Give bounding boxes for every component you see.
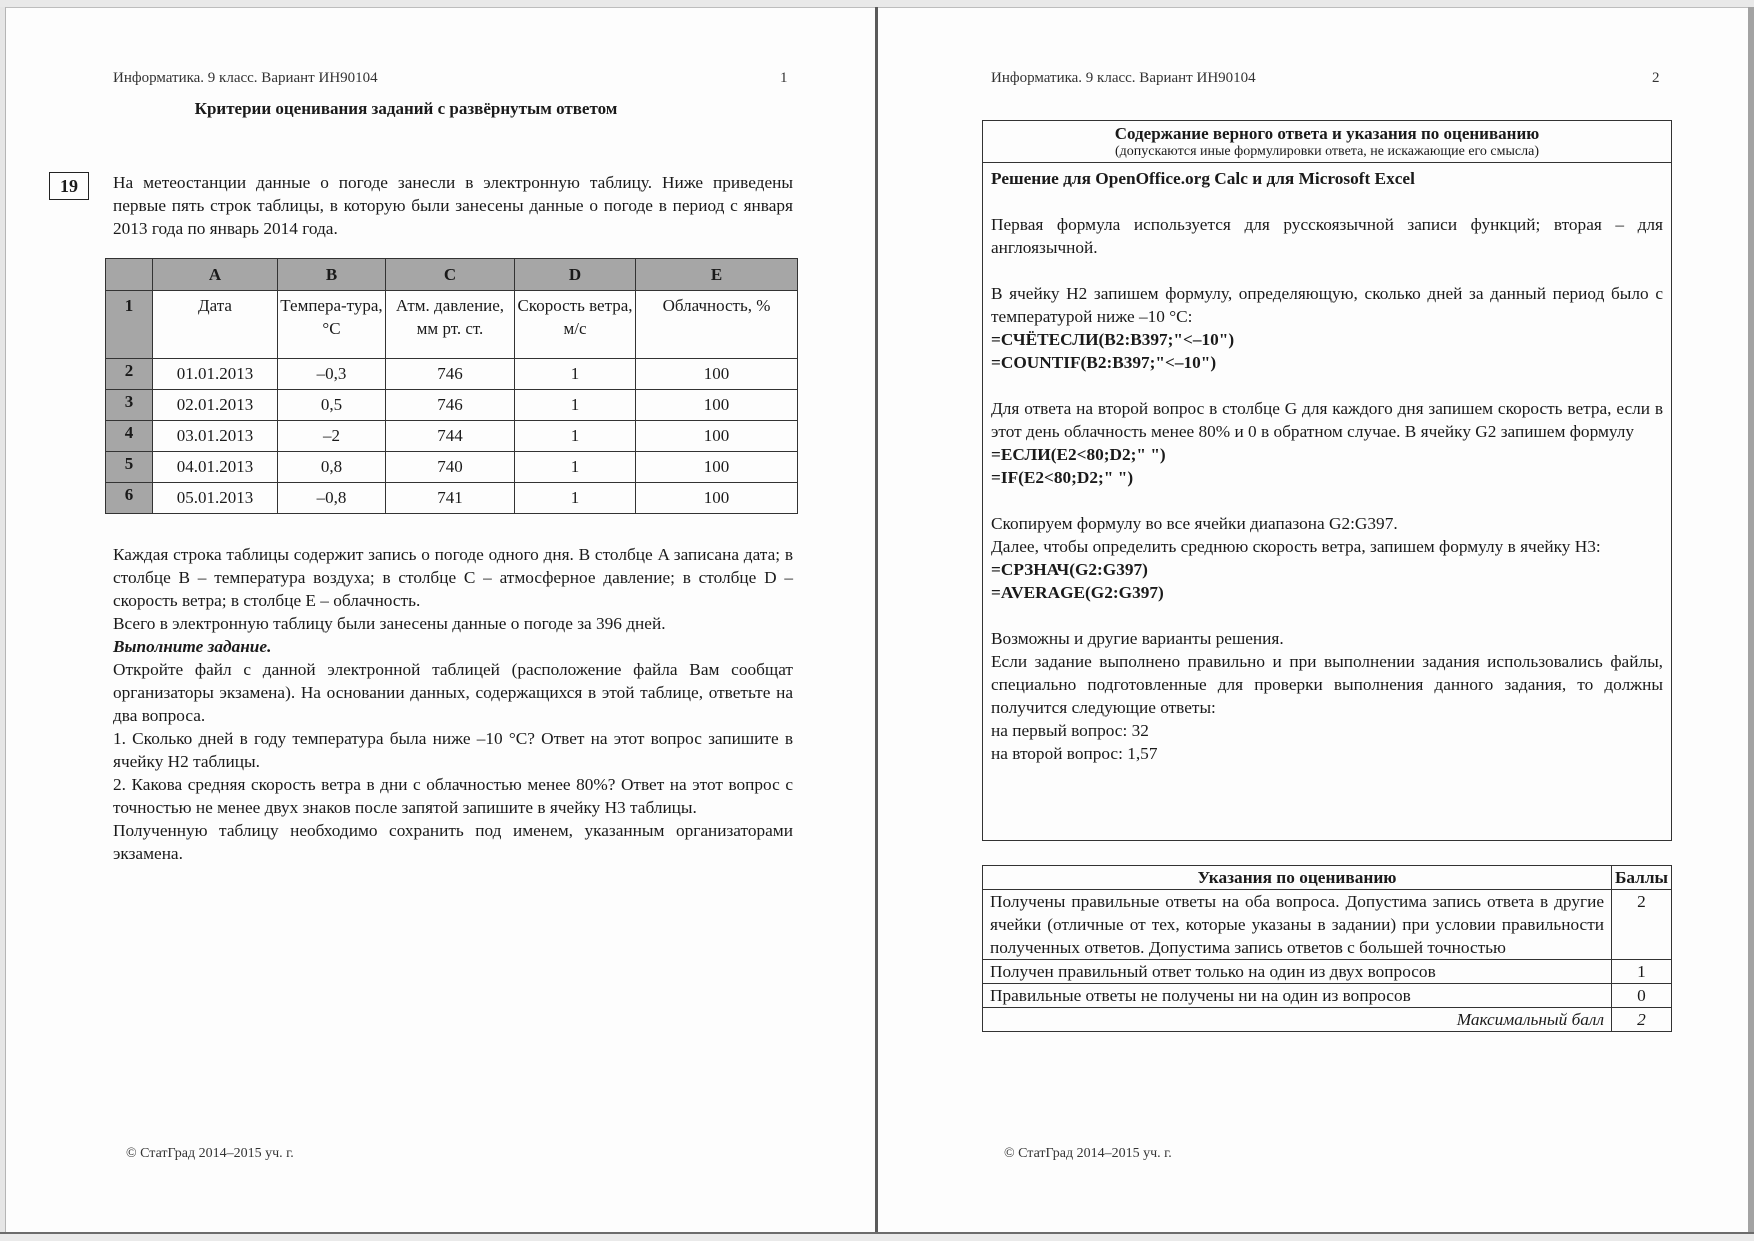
running-head: Информатика. 9 класс. Вариант ИН90104	[113, 70, 378, 86]
table-row	[106, 421, 798, 452]
table-cell: 1	[515, 359, 636, 390]
row-header: 3	[106, 390, 153, 421]
answer-box-header	[983, 121, 1671, 163]
row-header: 1	[106, 291, 153, 359]
table-row	[106, 291, 798, 359]
table-cell: Темпера-тура, °C	[278, 291, 386, 359]
column-header-d: D	[515, 259, 636, 291]
table-cell: 746	[386, 390, 515, 421]
solution-heading: Решение для OpenOffice.org Calc и для Microsoft Excel	[991, 169, 1415, 188]
table-cell: 744	[386, 421, 515, 452]
answer-box-subtitle: (допускаются иные формулировки ответа, не искажающие его смысла)	[1115, 144, 1539, 159]
answer-paragraph: Для ответа на второй вопрос в столбце G для каждого дня запишем скорость ветра, если в этот день облачность менее 80% и 0 в обратном случае. В ячейку G2 запишем формулу	[991, 399, 1663, 441]
total-days-note: Всего в электронную таблицу были занесены данные о погоде за 396 дней.	[113, 614, 666, 633]
row-header: 4	[106, 421, 153, 452]
row-header: 6	[106, 483, 153, 514]
answer-paragraph: Возможны и другие варианты решения.	[991, 629, 1284, 648]
table-cell: Дата	[153, 291, 278, 359]
task-intro: На метеостанции данные о погоде занесли в электронную таблицу. Ниже приведены первые пять строк таблицы, в которую были занесены данные о погоде в период с января 2013 года по январь 2014 года.	[113, 173, 793, 238]
page-2	[878, 7, 1748, 1232]
table-row	[106, 359, 798, 390]
points-cell: 1	[1612, 960, 1672, 984]
answer-box	[982, 120, 1672, 841]
table-cell: Скорость ветра, м/с	[515, 291, 636, 359]
task-body	[113, 543, 793, 865]
column-header-row	[106, 259, 798, 291]
table-cell: 740	[386, 452, 515, 483]
page-number: 2	[1652, 70, 1660, 86]
scoring-header-row	[983, 866, 1672, 890]
criteria-cell: Получен правильный ответ только на один из двух вопросов	[983, 960, 1612, 984]
page-1	[6, 7, 875, 1232]
answer-2: на второй вопрос: 1,57	[991, 744, 1158, 763]
table-cell: 1	[515, 421, 636, 452]
table-row	[106, 390, 798, 421]
table-cell: 0,8	[278, 452, 386, 483]
formula-average-ru: =СРЗНАЧ(G2:G397)	[991, 560, 1148, 579]
viewer-bottom-edge	[0, 1232, 1754, 1241]
table-cell: 100	[636, 421, 798, 452]
table-cell: 100	[636, 390, 798, 421]
column-description: Каждая строка таблицы содержит запись о погоде одного дня. В столбце A записана дата; в столбце B – температура воздуха; в столбце C – атмосферное давление; в столбце D – скорость ветра; в столбце E – облачность.	[113, 545, 793, 610]
page-number: 1	[780, 70, 788, 86]
table-cell: 0,5	[278, 390, 386, 421]
running-head: Информатика. 9 класс. Вариант ИН90104	[991, 70, 1256, 86]
answer-paragraph: Скопируем формулу во все ячейки диапазона G2:G397.	[991, 514, 1398, 533]
column-header-c: C	[386, 259, 515, 291]
table-cell: 1	[515, 483, 636, 514]
table-cell: 100	[636, 483, 798, 514]
formula-average-en: =AVERAGE(G2:G397)	[991, 583, 1164, 602]
max-score-value: 2	[1612, 1008, 1672, 1032]
task-number-badge: 19	[49, 172, 89, 200]
answer-paragraph: Если задание выполнено правильно и при выполнении задания использовались файлы, специально подготовленные для проверки выполнения данного задания, то должны получится следующие ответы:	[991, 652, 1663, 717]
criteria-cell: Получены правильные ответы на оба вопроса. Допустима запись ответа в другие ячейки (отличные от тех, которые указаны в задании) при условии правильности полученных ответов. Допустима запись ответов с большей точностью	[983, 890, 1612, 960]
table-cell: 746	[386, 359, 515, 390]
formula-countif-en: =COUNTIF(B2:B397;"<–10")	[991, 353, 1217, 372]
formula-if-ru: =ЕСЛИ(E2<80;D2;" ")	[991, 445, 1166, 464]
formula-if-en: =IF(E2<80;D2;" ")	[991, 468, 1134, 487]
answer-1: на первый вопрос: 32	[991, 721, 1149, 740]
table-cell: 100	[636, 359, 798, 390]
viewer-scrollbar[interactable]	[1748, 7, 1754, 1232]
points-cell: 0	[1612, 984, 1672, 1008]
question-2: 2. Какова средняя скорость ветра в дни с облачностью менее 80%? Ответ на этот вопрос с точностью не менее двух знаков после запятой запишите в ячейку H3 таблицы.	[113, 775, 793, 817]
row-header: 2	[106, 359, 153, 390]
save-note: Полученную таблицу необходимо сохранить под именем, указанным организаторами экзамена.	[113, 821, 793, 863]
scoring-table	[982, 865, 1672, 1032]
table-cell: 1	[515, 390, 636, 421]
table-cell: 1	[515, 452, 636, 483]
page-footer: © СтатГрад 2014–2015 уч. г.	[1004, 1146, 1172, 1161]
table-cell: Облачность, %	[636, 291, 798, 359]
table-row	[983, 890, 1672, 960]
task-instructions: Откройте файл с данной электронной таблицей (расположение файла Вам сообщат организаторы экзамена). На основании данных, содержащихся в этой таблице, ответьте на два вопроса.	[113, 660, 793, 725]
column-header-a: A	[153, 259, 278, 291]
task-heading: Выполните задание.	[113, 637, 272, 656]
table-cell: –0,3	[278, 359, 386, 390]
page-footer: © СтатГрад 2014–2015 уч. г.	[126, 1146, 294, 1161]
spreadsheet-table	[105, 258, 798, 514]
points-header: Баллы	[1612, 866, 1672, 890]
table-cell: 01.01.2013	[153, 359, 278, 390]
table-cell: –0,8	[278, 483, 386, 514]
answer-paragraph: Далее, чтобы определить среднюю скорость ветра, запишем формулу в ячейку H3:	[991, 537, 1601, 556]
answer-paragraph: Первая формула используется для русскоязычной записи функций; вторая – для англоязычной.	[991, 215, 1663, 257]
formula-countif-ru: =СЧЁТЕСЛИ(B2:B397;"<–10")	[991, 330, 1235, 349]
table-cell: –2	[278, 421, 386, 452]
question-1: 1. Сколько дней в году температура была ниже –10 °С? Ответ на этот вопрос запишите в ячейку H2 таблицы.	[113, 729, 793, 771]
table-row	[983, 960, 1672, 984]
table-cell: 741	[386, 483, 515, 514]
points-cell: 2	[1612, 890, 1672, 960]
table-cell: Атм. давление, мм рт. ст.	[386, 291, 515, 359]
criteria-header: Указания по оцениванию	[983, 866, 1612, 890]
document-title: Критерии оценивания заданий с развёрнутым ответом	[194, 99, 618, 118]
table-cell: 05.01.2013	[153, 483, 278, 514]
table-row	[983, 984, 1672, 1008]
corner-cell	[106, 259, 153, 291]
answer-box-body	[983, 163, 1671, 765]
table-row	[106, 452, 798, 483]
column-header-e: E	[636, 259, 798, 291]
table-cell: 02.01.2013	[153, 390, 278, 421]
column-header-b: B	[278, 259, 386, 291]
row-header: 5	[106, 452, 153, 483]
table-cell: 04.01.2013	[153, 452, 278, 483]
table-cell: 100	[636, 452, 798, 483]
max-score-row	[983, 1008, 1672, 1032]
answer-box-title: Содержание верного ответа и указания по оцениванию	[1114, 124, 1540, 143]
table-cell: 03.01.2013	[153, 421, 278, 452]
table-row	[106, 483, 798, 514]
max-score-label: Максимальный балл	[983, 1008, 1612, 1032]
criteria-cell: Правильные ответы не получены ни на один из вопросов	[983, 984, 1612, 1008]
answer-paragraph: В ячейку H2 запишем формулу, определяющую, сколько дней за данный период было с температурой ниже –10 °С:	[991, 284, 1663, 326]
